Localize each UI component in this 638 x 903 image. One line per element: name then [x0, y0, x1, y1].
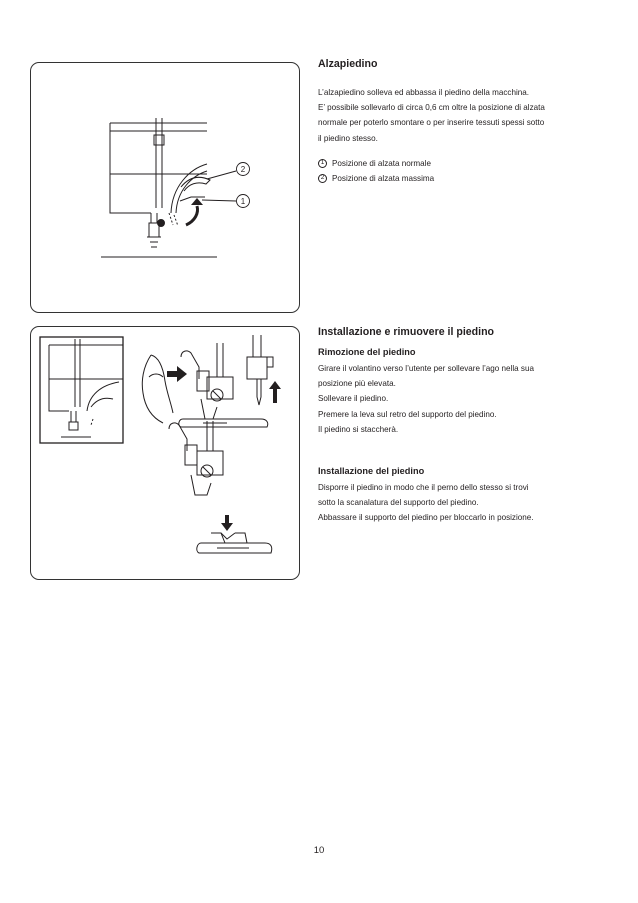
legend-item — [318, 171, 590, 186]
legend-text: Posizione di alzata massima — [332, 173, 435, 183]
page-number: 10 — [313, 845, 325, 856]
presser-lifter-description — [318, 85, 590, 146]
paragraph-line: normale per poterlo smontare o per inserire tessuti spessi sotto — [318, 118, 545, 128]
paragraph-line: Il piedino si staccherà. — [318, 424, 399, 434]
legend-item — [318, 156, 590, 171]
paragraph-line: posizione più elevata. — [318, 379, 396, 389]
paragraph-line: Abbassare il supporto del piedino per bloccarlo in posizione. — [318, 513, 534, 523]
section-title-presser-lifter: Alzapiedino — [318, 58, 378, 70]
position-legend — [318, 156, 590, 186]
presser-lifter-diagram — [31, 63, 301, 314]
paragraph-line: sotto la scanalatura del supporto del piedino. — [318, 498, 479, 508]
presser-lifter-section — [318, 58, 590, 186]
section-title-foot-install: Installazione e rimuovere il piedino — [318, 326, 495, 338]
legend-marker: 1 — [318, 159, 327, 168]
paragraph-line: E’ possibile sollevarlo di circa 0,6 cm oltre la posizione di alzata — [318, 103, 545, 113]
paragraph-line: il piedino stesso. — [318, 133, 378, 143]
legend-text: Posizione di alzata normale — [332, 158, 431, 168]
subheading-installation: Installazione del piedino — [318, 466, 425, 477]
callout-1: 1 — [240, 197, 246, 206]
callout-2: 2 — [240, 165, 246, 174]
presser-lifter-illustration-panel — [30, 62, 300, 313]
foot-installation-block — [318, 465, 590, 526]
paragraph-line: Disporre il piedino in modo che il perno dello stesso si trovi — [318, 483, 529, 493]
foot-removal-block — [318, 346, 590, 437]
legend-marker: 2 — [318, 174, 327, 183]
paragraph-line: Girare il volantino verso l’utente per sollevare l’ago nella sua — [318, 364, 534, 373]
foot-install-diagram — [31, 327, 301, 581]
foot-install-section — [318, 326, 590, 526]
paragraph-line: Premere la leva sul retro del supporto del piedino. — [318, 409, 497, 419]
foot-install-illustration-panel — [30, 326, 300, 580]
subheading-removal: Rimozione del piedino — [318, 347, 416, 357]
paragraph-line: L’alzapiedino solleva ed abbassa il piedino della macchina. — [318, 88, 530, 97]
paragraph-line: Sollevare il piedino. — [318, 394, 389, 404]
